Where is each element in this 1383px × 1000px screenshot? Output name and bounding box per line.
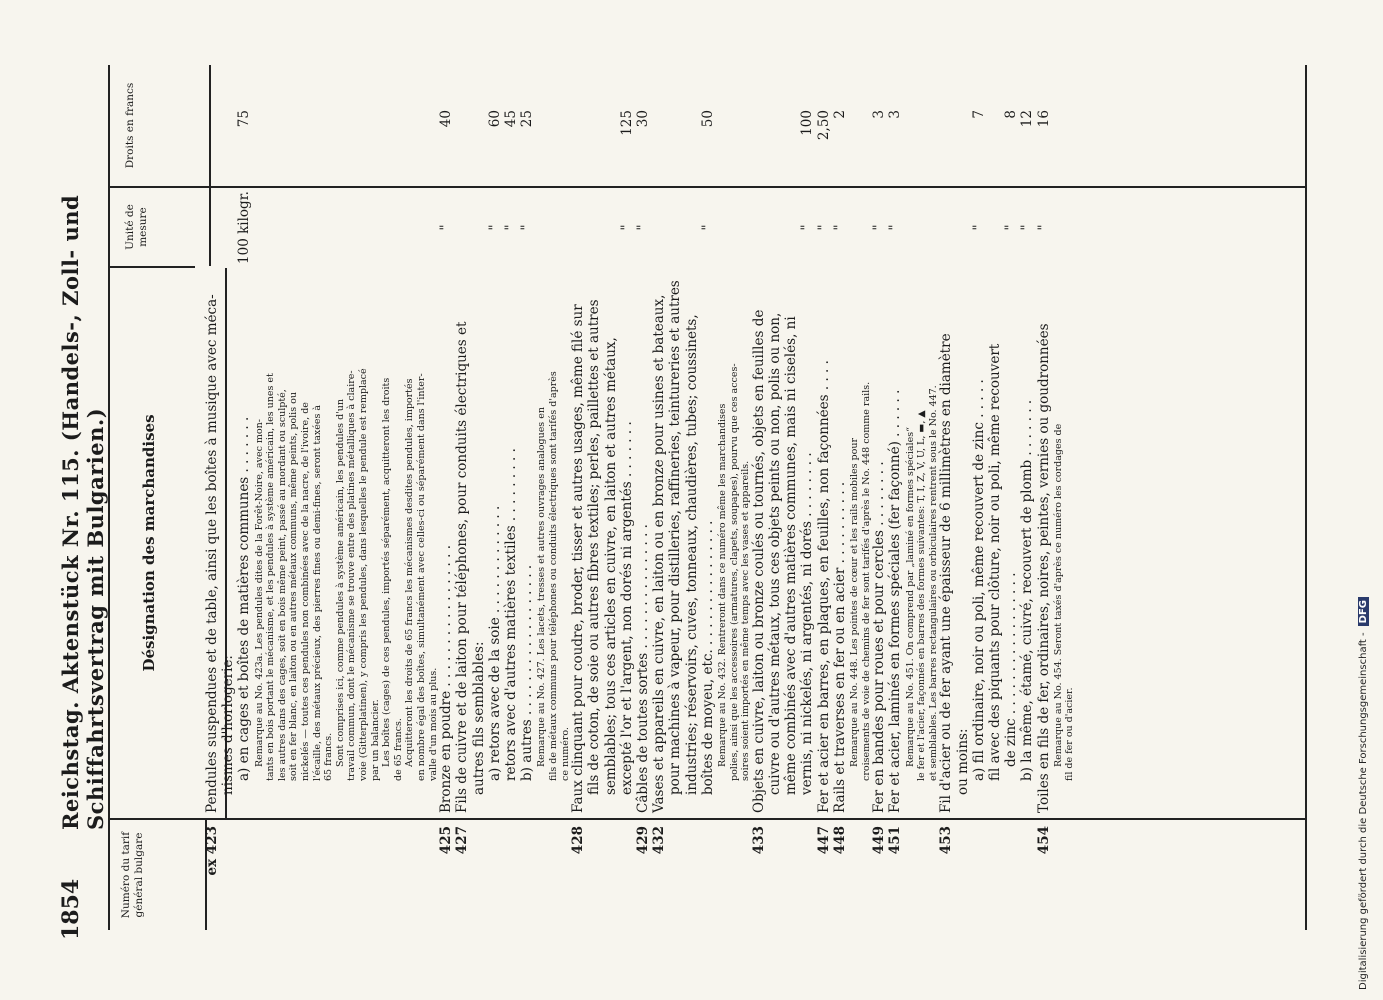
remark-line: Remarque au No. 432. Rentreront dans ce numéro même les marchandises — [717, 403, 728, 767]
designation-line: nismes d'horlogerie: — [220, 655, 237, 795]
unit-cell: 100 kilogr. — [236, 191, 253, 264]
duty-cell: 2,50 — [815, 110, 832, 141]
unit-cell: " — [815, 224, 832, 231]
unit-cell: " — [618, 224, 635, 231]
unit-cell: " — [831, 224, 848, 231]
tariff-number: 432 — [651, 826, 668, 855]
remark-line: Remarque au No. 448. Les pointes de cœur et les rails mobiles pour — [849, 438, 860, 767]
duty-cell: 8 — [1003, 110, 1020, 119]
duty-cell: 25 — [519, 110, 536, 128]
remark-line: Remarque au No. 423a. Les pendules dites de la Forêt-Noire, avec mon- — [253, 419, 265, 767]
duty-cell: 2 — [831, 110, 848, 119]
remark-line: soires soient importés en même temps avec les vases et appareils. — [740, 460, 752, 781]
unit-cell: " — [438, 224, 455, 231]
column-divider — [110, 818, 1305, 820]
remark-line: de 65 francs. — [392, 718, 404, 781]
digitization-credit — [1358, 0, 1369, 990]
designation-line: cuivre ou d'autres métaux, tous ces objets peints ou non, polis ou non, — [767, 312, 783, 795]
duty-cell: 3 — [887, 110, 904, 119]
unit-cell: " — [519, 224, 536, 231]
unit-cell: " — [887, 224, 904, 231]
unit-cell: " — [1035, 224, 1052, 231]
remark-line: par un balancier. — [369, 699, 381, 781]
remark-line: Remarque au No. 451. On comprend par „laminé en formes spéciales“ — [904, 427, 916, 767]
tariff-number: 447 — [815, 826, 832, 855]
tariff-number: 428 — [570, 826, 587, 855]
designation-line: Fils de cuivre et de laiton pour téléphones, pour conduits électriques et — [454, 321, 471, 813]
remark-line: tants en bois portant le mécanisme, et les pendules à système américain, les unes et — [265, 373, 277, 781]
designation-line: a) fil ordinaire, noir ou poli, même recouvert de zinc . . . . . — [970, 379, 987, 781]
duty-cell: 3 — [871, 110, 888, 119]
remark-line: Les boîtes (cages) de ces pendules, importés séparément, acquitteront les droits — [381, 377, 393, 767]
column-divider — [110, 266, 195, 268]
unit-cell: " — [1003, 224, 1020, 231]
duty-cell: 45 — [503, 110, 519, 128]
remark-line: polies, ainsi que les accessoires (armatures, clapets, soupapes), pourvu que ces acces- — [728, 363, 740, 781]
designation-line: boîtes de moyeu, etc. . . . . . . . . . . . . . . . — [699, 520, 716, 795]
remark-line: les autres dans des cages, soit en bois même peint, passé au mordant ou sculpté, — [276, 389, 288, 781]
tariff-number: 453 — [938, 826, 955, 855]
remark-line: voie (Gitterplatinen), y compris les pendules, dans lesquelles le pendule est remplacé — [358, 368, 369, 781]
duty-cell: 50 — [699, 110, 716, 128]
designation-line: de zinc . . . . . . . . . . . . . . . . . — [1003, 572, 1020, 767]
designation-line: a) retors avec de la soie . . . . . . . . . . . . . — [486, 505, 503, 781]
designation-line: Pendules suspendues et de table, ainsi que les boîtes à musique avec méca- — [204, 294, 220, 813]
designation-line: Faux clinquant pour coudre, broder, tisser et autres usages, même filé sur — [570, 304, 587, 813]
designation-line: Fer en bandes pour roues et pour cercles . . . . . . . . — [871, 461, 888, 813]
remark-line: Remarque au No. 454. Seront taxés d'après ce numéro les cordages de — [1052, 423, 1064, 767]
duty-cell: 125 — [618, 110, 635, 136]
remark-line: soit en fer blanc, en laiton ou en autres métaux communs, même peints, polis ou — [288, 392, 300, 781]
unit-cell: " — [970, 224, 987, 231]
remark-line: l'écaille, des métaux précieux, des pierres fines ou demi-fines, seront taxées à — [311, 404, 323, 781]
remark-line: Acquitteront les droits de 65 francs les mécanismes desdites pendules, importés — [404, 378, 416, 767]
designation-line: fil avec des piquants pour clôture, noir ou poli, même recouvert — [987, 343, 1003, 781]
designation-line: a) en cages et boîtes de matières communes . . . . . . . — [236, 416, 253, 781]
remark-line: croisements de voie de chemins de fer sont tarifés d'après le No. 448 comme rails. — [860, 381, 872, 781]
tariff-number: 427 — [454, 826, 471, 855]
remark-line: le fer et l'acier, façonnés en barres des formes suivantes: T, I, Z, V, U, L, ▬, ▲ — [916, 410, 928, 781]
column-divider — [110, 186, 1305, 188]
designation-line: ou moins: — [954, 728, 971, 795]
unit-cell: " — [871, 224, 888, 231]
remark-line: fil de fer ou d'acier. — [1064, 687, 1076, 781]
remark-line: travail commun, dont le mécanisme se trouve entre des platines métalliques à claire- — [346, 370, 358, 781]
designation-line: Rails et traverses en fer ou en acier . . . . . . . . . . — [831, 481, 848, 813]
designation-line: retors avec d'autres matières textiles . . . . . . . . . — [503, 448, 519, 781]
page-title: Reichstag. Aktenstück Nr. 115. (Handels-, Zoll- und Schiffahrtsvertrag mit Bulgarien.) — [58, 194, 108, 830]
unit-cell: " — [503, 224, 519, 231]
dfg-logo: DFG — [1358, 597, 1369, 626]
remark-line: ce numéro. — [559, 727, 571, 781]
duty-cell: 7 — [970, 110, 987, 119]
tariff-number: 433 — [750, 826, 767, 855]
designation-line: Fil d'acier ou de fer ayant une épaisseur de 6 millimètres en diamètre — [938, 333, 955, 813]
duty-cell: 12 — [1019, 110, 1036, 128]
column-header-designation: Désignation des marchandises — [110, 268, 227, 818]
remark-line: 65 francs. — [323, 732, 335, 781]
tariff-number: 454 — [1035, 826, 1052, 855]
designation-line: même combinés avec d'autres matières communes, mais ni ciselés, ni — [783, 316, 800, 795]
designation-line: Objets en cuivre, laiton ou bronze coulés ou tournés, objets en feuilles de — [750, 309, 767, 813]
designation-line: Toiles en fils de fer, ordinaires, noires, peintes, vernies ou goudronnées — [1035, 323, 1052, 813]
designation-line: autres fils semblables: — [470, 641, 487, 795]
designation-line: semblables; tous ces articles en cuivre, en laiton et autres métaux, — [602, 337, 619, 795]
credit-text: Digitalisierung gefördert durch die Deutsche Forschungsgemeinschaft - — [1358, 632, 1369, 990]
designation-line: industries; réservoirs, cuves, tonneaux, chaudières, tubes; coussinets, — [683, 314, 700, 795]
designation-line: fils de coton, de soie ou autres fibres textiles; perles, paillettes et autres — [586, 299, 603, 795]
unit-cell: " — [699, 224, 716, 231]
column-header-unit: Unité de mesure — [110, 188, 211, 266]
tariff-number: 451 — [887, 826, 904, 855]
designation-line: pour machines à vapeur, pour distilleries, raffineries, teintureries et autres — [667, 280, 684, 795]
duty-cell: 60 — [486, 110, 503, 128]
duty-cell: 16 — [1035, 110, 1052, 128]
duty-cell: 30 — [635, 110, 651, 128]
designation-line: b) autres . . . . . . . . . . . . . . . . . . — [519, 564, 536, 781]
designation-line: b) la même, étamé, cuivré, recouvert de plomb . . . . . . . — [1019, 399, 1036, 781]
remark-line: en nombre égal des boîtes, simultanément avec celles-ci ou séparément dans l'inter- — [416, 373, 427, 781]
tariff-number: ex 423 — [204, 826, 220, 876]
unit-cell: " — [635, 224, 651, 231]
remark-line: Remarque au No. 427. Les lacets, tresses et autres ouvrages analogues en — [536, 407, 548, 767]
remark-line: valle d'un mois au plus. — [427, 667, 439, 781]
page-number: 1854 — [58, 878, 84, 940]
tariff-number: 449 — [871, 826, 888, 855]
remark-line: fils de métaux communs pour téléphones ou conduits électriques sont tarifés d'après — [548, 371, 559, 781]
page-header — [52, 60, 108, 940]
unit-cell: " — [799, 224, 816, 231]
designation-line: excepté l'or et l'argent, non dorés ni argentés . . . . . . . — [618, 421, 635, 795]
remark-line: et semblables. Les barres rectangulaires ou orbiculaires rentrent sous le No. 447. — [927, 385, 939, 781]
duty-cell: 40 — [438, 110, 455, 128]
duty-cell: 100 — [799, 110, 816, 136]
tariff-number: 425 — [438, 826, 455, 855]
designation-line: Fer et acier, laminés en formes spéciales (fer façonné) . . . . . . — [887, 389, 904, 813]
tariff-table — [108, 65, 1307, 930]
unit-cell: " — [1019, 224, 1036, 231]
remark-line: Sont comprises ici, comme pendules à système américain, les pendules d'un — [334, 398, 346, 767]
designation-line: vernis, ni nickelés, ni argentés, ni dorés . . . . . . . . — [799, 452, 816, 795]
designation-line: Fer et acier en barres, en plaques, en feuilles, non façonnées . . . . — [815, 360, 832, 813]
designation-line: Bronze en poudre . . . . . . . . . . . . . . . . . — [438, 544, 455, 813]
tariff-number: 448 — [831, 826, 848, 855]
duty-cell: 75 — [236, 110, 253, 128]
column-header-number: Numéro du tarif général bulgare — [110, 820, 207, 930]
designation-line: Câbles de toutes sortes . . . . . . . . . . . . . . . — [635, 524, 651, 813]
unit-cell: " — [486, 224, 503, 231]
designation-line: Vases et appareils en cuivre, en laiton ou en bronze pour usines et bateaux, — [651, 294, 668, 813]
column-header-duty: Droits en francs — [110, 65, 211, 186]
tariff-number: 429 — [635, 826, 651, 855]
remark-line: nickelés — toutes ces pendules non combinées avec de la nacre, de l'ivoire, de — [300, 402, 311, 781]
